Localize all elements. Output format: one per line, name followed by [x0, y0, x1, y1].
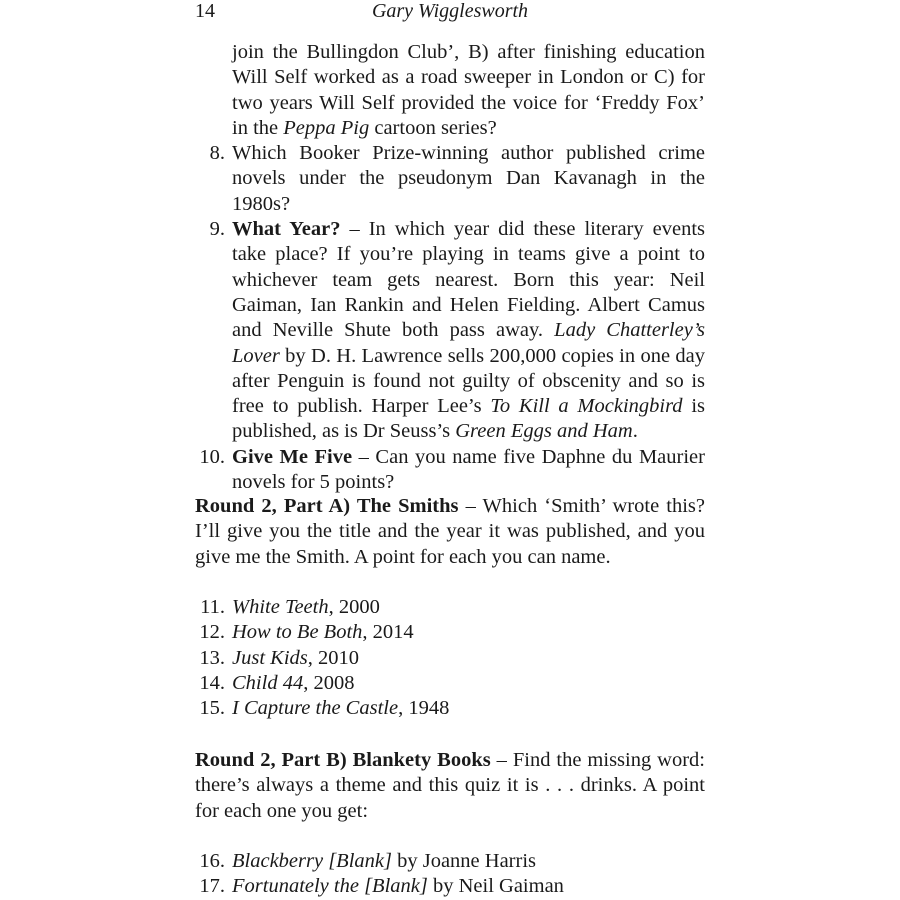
- section-heading: Round 2, Part A) The Smiths: [195, 495, 459, 517]
- question-heading: Give Me Five: [232, 445, 353, 468]
- smiths-list: [195, 595, 705, 721]
- question-text: Which Booker Prize-winning author published crime novels under the pseudonym Dan Kavanagh in the 1980s?: [232, 142, 705, 215]
- question-number: 9.: [209, 218, 225, 241]
- list-item: 13. Just Kids, 2010: [199, 646, 359, 669]
- round-2b-intro: Round 2, Part B) Blankety Books – Find the missing word: there’s always a theme and this quiz it is . . . drinks. A point for each one you get:: [195, 749, 705, 822]
- question-9: 9. What Year? – In which year did these literary events take place? If you’re playing in teams give a point to whichever team gets nearest. Born this year: Neil Gaiman, Ian Rankin and Helen Fielding. Albert Camus and Neville Shute both pass away. Lady Chatterley’s Lover by D. H. Lawrence sells 200,000 copies in one day after Penguin is found not guilty of obscenity and so is free to publish. Harper Lee’s To Kill a Mockingbird is published, as is Dr Seuss’s Green Eggs and Ham.: [195, 217, 705, 445]
- page-header: [195, 0, 705, 25]
- question-heading: What Year?: [232, 218, 341, 241]
- list-item: 17. Fortunately the [Blank] by Neil Gaiman: [199, 875, 564, 898]
- questions-7-to-10: [195, 40, 705, 495]
- running-head: Gary Wigglesworth: [371, 0, 529, 22]
- question-10: 10. Give Me Five – Can you name five Daphne du Maurier novels for 5 points?: [195, 445, 705, 496]
- list-item: 11. White Teeth, 2000: [200, 596, 380, 618]
- list-item: 12. How to Be Both, 2014: [199, 621, 414, 644]
- page-number: 14: [195, 0, 215, 22]
- round-2a-intro: Round 2, Part A) The Smiths – Which ‘Smith’ wrote this? I’ll give you the title and the year it was published, and you give me the Smith. A point for each you can name.: [195, 495, 705, 568]
- list-item: 14. Child 44, 2008: [199, 671, 355, 694]
- italic-title: Green Eggs and Ham: [455, 420, 633, 443]
- italic-title: Peppa Pig: [283, 116, 370, 139]
- italic-title: Lady Chatterley’s Lover: [232, 319, 705, 367]
- list-item: 16. Blackberry [Blank] by Joanne Harris: [199, 850, 536, 872]
- blankety-list: [195, 849, 705, 900]
- question-7-continuation: join the Bullingdon Club’, B) after finishing education Will Self worked as a road sweeper in London or C) for two years Will Self provided the voice for ‘Freddy Fox’ in the Peppa Pig cartoon series?: [232, 41, 705, 139]
- section-heading: Round 2, Part B) Blankety Books: [195, 749, 491, 771]
- italic-title: To Kill a Mockingbird: [490, 395, 683, 418]
- question-number: 8.: [209, 142, 225, 165]
- list-item: 15. I Capture the Castle, 1948: [199, 697, 450, 720]
- question-number: 10.: [199, 445, 225, 468]
- question-8: [195, 141, 705, 217]
